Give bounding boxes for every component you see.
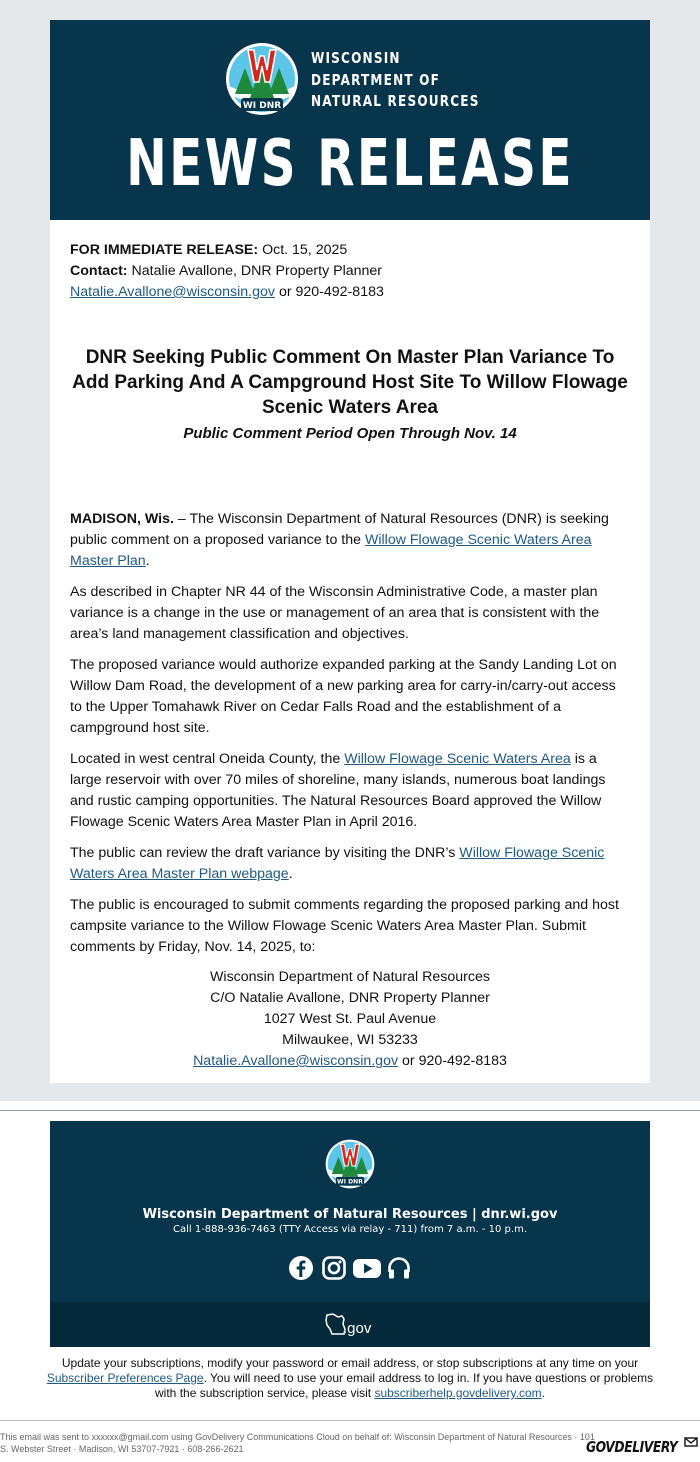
address-phone: or 920-492-8183 xyxy=(402,1053,507,1069)
divider xyxy=(0,1110,700,1111)
contact-label: Contact: xyxy=(70,263,128,279)
footer-org-line: Wisconsin Department of Natural Resources | dnr.wi.gov xyxy=(142,1207,558,1222)
subscription-text-1: Update your subscriptions, modify your password or email address, or stop subscriptions at any time on your xyxy=(61,1356,639,1370)
subscription-text-2: . You will need to use your email address to log in. If you have questions or problems with the subscription service, please visit xyxy=(155,1371,654,1400)
paragraph-4-text-b: is a large reservoir with over 70 miles of shoreline, many islands, numerous boat landings and rustic camping opportunities. The Natural Resources Board approved the Willow Flowage Scenic Waters Area Master Plan in April 2016. xyxy=(70,751,606,830)
instagram-icon[interactable] xyxy=(321,1255,347,1281)
address-line-4: Milwaukee, WI 53233 xyxy=(282,1032,418,1048)
address-line-3: 1027 West St. Paul Avenue xyxy=(263,1011,437,1027)
facebook-icon[interactable] xyxy=(288,1255,314,1281)
contact-phone: or 920-492-8183 xyxy=(278,284,384,300)
brand-line-3: NATURAL RESOURCES xyxy=(311,92,480,110)
paragraph-5-text: The public can review the draft variance by visiting the DNR’s xyxy=(70,845,460,861)
master-plan-webpage-link[interactable]: Willow Flowage Scenic Waters Area Master Plan webpage xyxy=(70,845,605,882)
contact-line xyxy=(70,261,630,282)
footer-banner xyxy=(50,1121,650,1347)
subheadline: Public Comment Period Open Through Nov. 14 xyxy=(183,425,517,442)
release-body xyxy=(70,240,630,1069)
address-email-line xyxy=(70,1051,630,1072)
paragraph-1: MADISON, Wis. – The Wisconsin Department of Natural Resources (DNR) is seeking public comment on a proposed variance to the Willow Flowage Scenic Waters Area Master Plan. xyxy=(70,511,609,569)
paragraph-5: The public can review the draft variance by visiting the DNR’s Willow Flowage Scenic Waters Area Master Plan webpage. xyxy=(70,845,605,882)
release-label: FOR IMMEDIATE RELEASE: xyxy=(70,242,259,258)
wi-gov-logo[interactable] xyxy=(324,1312,376,1343)
paragraph-4-text-a: Located in west central Oneida County, the xyxy=(70,751,345,767)
subscription-notice: Update your subscriptions, modify your password or email address, or stop subscriptions at any time on your Subscriber Preferences Page. You will need to use your email address to log in. If you have questions or problems with the subscription service, please visit subscriberhelp.govdelivery.com. xyxy=(46,1356,654,1400)
header-banner xyxy=(50,20,650,220)
bottom-divider xyxy=(0,1420,700,1421)
podcast-headphones-icon[interactable] xyxy=(386,1255,412,1281)
contact-email-line xyxy=(70,282,630,303)
release-date-line xyxy=(70,240,630,261)
subscriber-help-link[interactable]: subscriberhelp.govdelivery.com xyxy=(374,1386,542,1400)
master-plan-link[interactable]: Willow Flowage Scenic Waters Area Master Plan xyxy=(70,532,592,569)
scenic-waters-link[interactable]: Willow Flowage Scenic Waters Area xyxy=(344,751,571,767)
footer-logo-text: WI DNR xyxy=(337,1178,363,1186)
brand-line-1: WISCONSIN xyxy=(311,49,401,67)
brand-line-2: DEPARTMENT OF xyxy=(311,70,441,89)
release-date: Oct. 15, 2025 xyxy=(262,242,348,258)
wi-gov-text: .gov xyxy=(343,1320,372,1337)
address-line-2: C/O Natalie Avallone, DNR Property Planner xyxy=(210,990,490,1006)
brand-name xyxy=(311,48,480,113)
paragraph-6: The public is encouraged to submit comments regarding the proposed parking and host campsite variance to the Willow Flowage Scenic Waters Area Master Plan. Submit comments by Friday, Nov. 14, 2025, to: xyxy=(70,897,619,955)
paragraph-3: The proposed variance would authorize expanded parking at the Sandy Landing Lot on Willow Dam Road, the development of a new parking area for carry-in/carry-out access to the Upper Tomahawk River on Cedar Falls Road and the establishment of a campground host site. xyxy=(70,657,617,736)
fine-print: This email was sent to xxxxxx@gmail.com using GovDelivery Communications Cloud on behalf of: Wisconsin Department of Natural Resources · 101 S. Webster Street · Madison, WI 53707-7921 · 608-266-2621 xyxy=(0,1432,595,1454)
news-release-card xyxy=(50,20,650,1083)
news-release-title: NEWS RELEASE xyxy=(126,127,574,201)
youtube-icon[interactable] xyxy=(352,1255,382,1281)
envelope-icon xyxy=(684,1435,698,1449)
contact-name: Natalie Avallone, DNR Property Planner xyxy=(131,263,383,279)
govdelivery-logo[interactable] xyxy=(586,1435,698,1459)
wi-dnr-logo xyxy=(225,42,299,116)
logo-text: WI DNR xyxy=(242,101,282,111)
social-links xyxy=(288,1255,412,1281)
footer-wi-dnr-logo xyxy=(325,1139,375,1189)
paragraph-2: As described in Chapter NR 44 of the Wisconsin Administrative Code, a master plan variance is a change in the use or management of an area that is consistent with the area’s land management classification and objectives. xyxy=(70,584,600,642)
paragraph-1-text: – The Wisconsin Department of Natural Resources (DNR) is seeking public comment on a proposed variance to the xyxy=(70,511,609,548)
subscriber-preferences-link[interactable]: Subscriber Preferences Page xyxy=(46,1371,204,1385)
govdelivery-text: GOVDELIVERY xyxy=(586,1438,678,1456)
headline: DNR Seeking Public Comment On Master Plan Variance To Add Parking And A Campground Host Site To Willow Flowage Scenic Waters Area xyxy=(72,347,628,418)
dateline: MADISON, Wis. xyxy=(70,511,174,527)
address-email-link[interactable]: Natalie.Avallone@wisconsin.gov xyxy=(193,1053,399,1069)
mailing-address xyxy=(70,967,630,1072)
paragraph-4 xyxy=(70,749,630,833)
footer-phone-line: Call 1-888-936-7463 (TTY Access via relay - 711) from 7 a.m. - 10 p.m. xyxy=(172,1224,527,1235)
contact-email-link[interactable]: Natalie.Avallone@wisconsin.gov xyxy=(70,284,275,300)
address-line-1: Wisconsin Department of Natural Resources xyxy=(210,969,490,985)
